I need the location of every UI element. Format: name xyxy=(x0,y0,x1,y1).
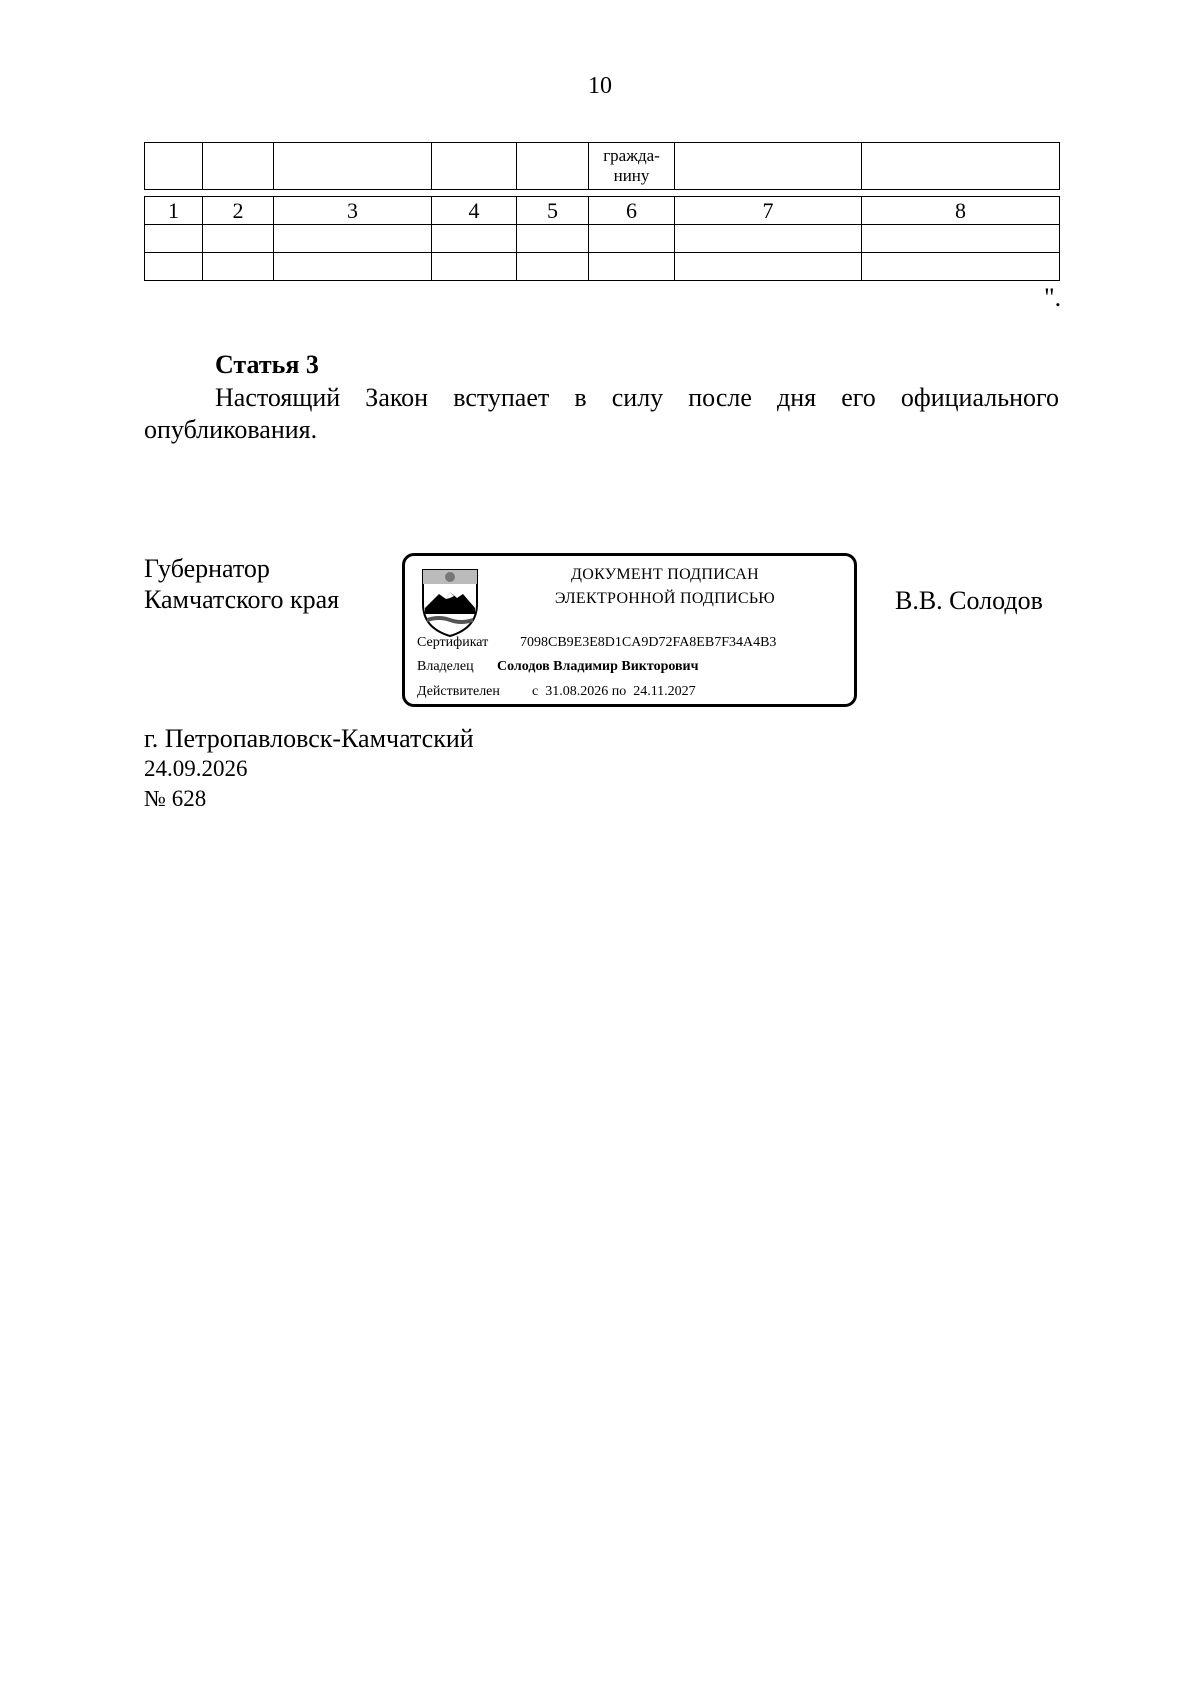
validity-value: с 31.08.2026 по 24.11.2027 xyxy=(532,684,696,699)
owner-value: Солодов Владимир Викторович xyxy=(497,659,699,674)
signatory-position-line: Камчатского края xyxy=(144,585,340,614)
table-cell xyxy=(274,143,432,190)
table-cell xyxy=(203,253,274,281)
table-cell xyxy=(862,253,1060,281)
table-cell xyxy=(432,253,517,281)
article-title: Статья 3 xyxy=(215,350,319,379)
column-number: 4 xyxy=(432,197,517,225)
signatory-position xyxy=(144,553,339,615)
stamp-owner-row xyxy=(417,658,699,676)
table-body xyxy=(144,196,1060,281)
document-number: № 628 xyxy=(144,786,207,811)
table-cell xyxy=(517,253,589,281)
table-cell: гражда- нину xyxy=(589,143,675,190)
table-cell xyxy=(274,253,432,281)
column-number: 2 xyxy=(203,197,274,225)
owner-label: Владелец xyxy=(417,659,474,674)
table-cell xyxy=(203,225,274,253)
table-cell xyxy=(517,143,589,190)
stamp-validity-row xyxy=(417,683,696,701)
table-cell xyxy=(145,225,203,253)
stamp-certificate-row xyxy=(417,634,776,652)
table-cell xyxy=(862,143,1060,190)
table-cell xyxy=(274,225,432,253)
electronic-signature-stamp xyxy=(402,553,857,707)
table-row xyxy=(145,143,1060,190)
table-cell xyxy=(145,143,203,190)
table-cell xyxy=(432,143,517,190)
table-cell xyxy=(675,225,862,253)
table-cell xyxy=(675,253,862,281)
kamchatka-coat-of-arms-icon xyxy=(419,564,481,638)
table-row xyxy=(145,253,1060,281)
certificate-label: Сертификат xyxy=(417,635,489,650)
validity-label: Действителен xyxy=(417,684,500,699)
table-cell xyxy=(517,225,589,253)
column-number: 1 xyxy=(145,197,203,225)
closing-quote: ". xyxy=(1044,283,1062,312)
certificate-value: 7098CB9E3E8D1CA9D72FA8EB7F34A4B3 xyxy=(520,635,777,650)
table-cell xyxy=(862,225,1060,253)
article-text-line: Настоящий Закон вступает в силу после дня его официального xyxy=(215,383,1059,412)
table-cell xyxy=(589,225,675,253)
table-cell xyxy=(145,253,203,281)
table-cell xyxy=(675,143,862,190)
issue-place: г. Петропавловск-Камчатский xyxy=(144,724,474,753)
stamp-heading: ЭЛЕКТРОННОЙ ПОДПИСЬЮ xyxy=(554,590,776,607)
page-number: 10 xyxy=(588,73,612,99)
table-cell xyxy=(432,225,517,253)
table-cell xyxy=(589,253,675,281)
column-number: 7 xyxy=(675,197,862,225)
column-number: 5 xyxy=(517,197,589,225)
issue-date: 24.09.2026 xyxy=(144,756,248,781)
table-row xyxy=(145,225,1060,253)
table-row-numbers xyxy=(145,197,1060,225)
article-text-line: опубликования. xyxy=(144,415,318,444)
signatory-name: В.В. Солодов xyxy=(895,586,1043,615)
signatory-position-line: Губернатор xyxy=(144,554,270,583)
column-number: 3 xyxy=(274,197,432,225)
column-number: 8 xyxy=(862,197,1060,225)
document-footer xyxy=(144,724,474,814)
column-number: 6 xyxy=(589,197,675,225)
table-continuation-header xyxy=(144,142,1060,190)
table-cell xyxy=(203,143,274,190)
stamp-heading: ДОКУМЕНТ ПОДПИСАН xyxy=(571,566,759,583)
article-text xyxy=(144,382,1059,446)
